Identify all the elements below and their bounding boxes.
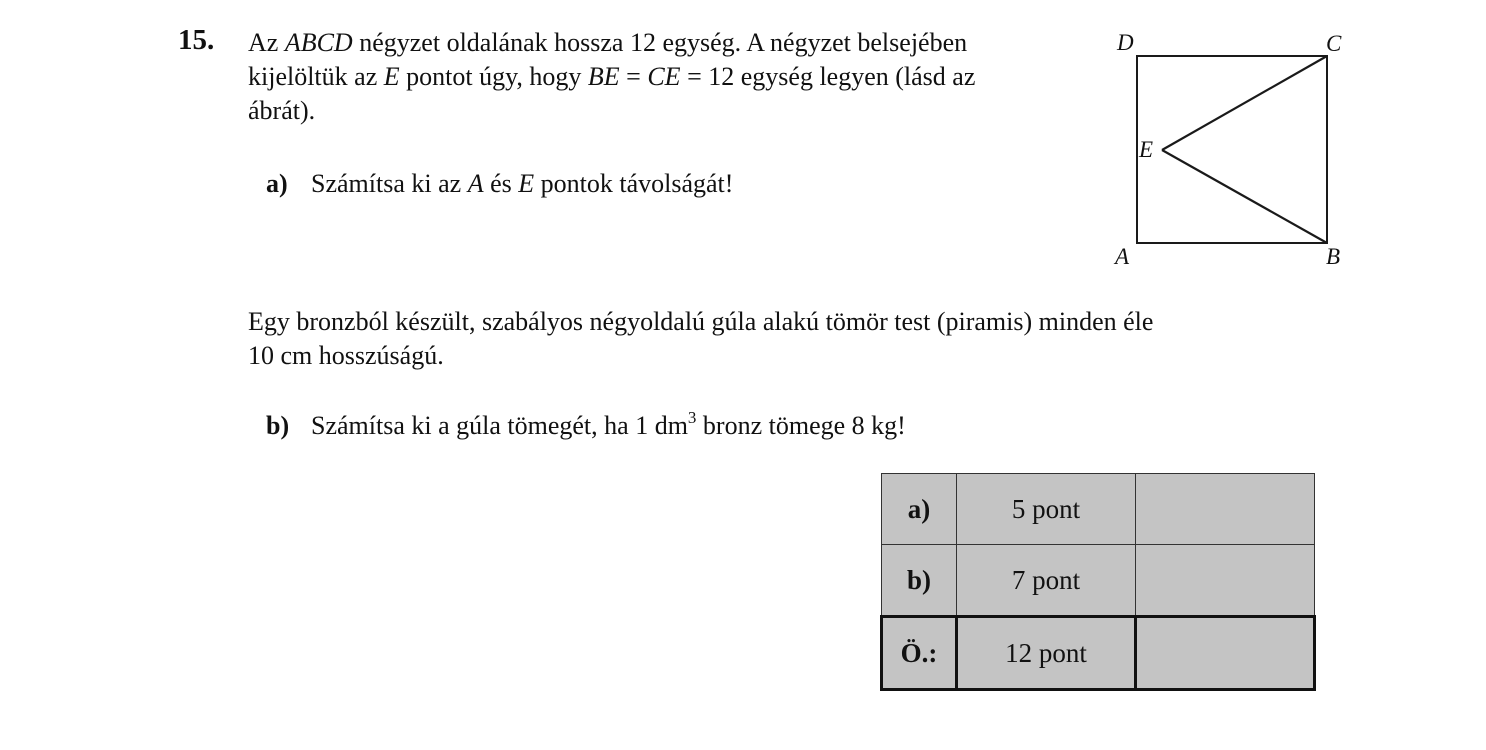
score-part: Ö.: [882, 617, 957, 690]
score-earned-cell[interactable] [1136, 617, 1315, 690]
label-b: B [1326, 244, 1341, 269]
square-figure [1100, 20, 1360, 270]
score-row-total [882, 617, 1315, 690]
label-d: D [1117, 30, 1134, 55]
problem-context: Egy bronzból készült, szabályos négyoldalú gúla alakú tömör test (piramis) minden éle 10 cm hosszúságú. [248, 307, 1154, 370]
question-b: b) Számítsa ki a gúla tömegét, ha 1 $dm^3$ bronz tömege 8 kg! [266, 409, 906, 443]
score-part: b) [882, 545, 957, 617]
score-row-b [882, 545, 1315, 617]
score-earned-cell[interactable] [1136, 474, 1315, 545]
label-c: C [1326, 31, 1342, 56]
score-points: 5 pont [957, 474, 1136, 545]
problem-intro: Az ABCD négyzet oldalának hossza 12 egység. A négyzet belsejében kijelöltük az E pontot úgy, hogy BE = CE = 12 egység legyen (lásd az ábrát). [248, 28, 976, 125]
score-points: 7 pont [957, 545, 1136, 617]
segment-eb [1162, 150, 1327, 243]
label-e: E [1139, 137, 1154, 162]
label-a: A [1115, 244, 1130, 269]
segment-ec [1162, 56, 1327, 150]
square-abcd [1137, 56, 1327, 243]
problem-number: 15. [178, 24, 215, 56]
score-row-a [882, 474, 1315, 545]
score-points: 12 pont [957, 617, 1136, 690]
score-part: a) [882, 474, 957, 545]
score-table [880, 473, 1316, 691]
question-b-label: b) [266, 411, 290, 440]
question-a-label: a) [266, 169, 288, 198]
score-earned-cell[interactable] [1136, 545, 1315, 617]
question-a: a) Számítsa ki az A és E pontok távolságát! [266, 167, 733, 201]
